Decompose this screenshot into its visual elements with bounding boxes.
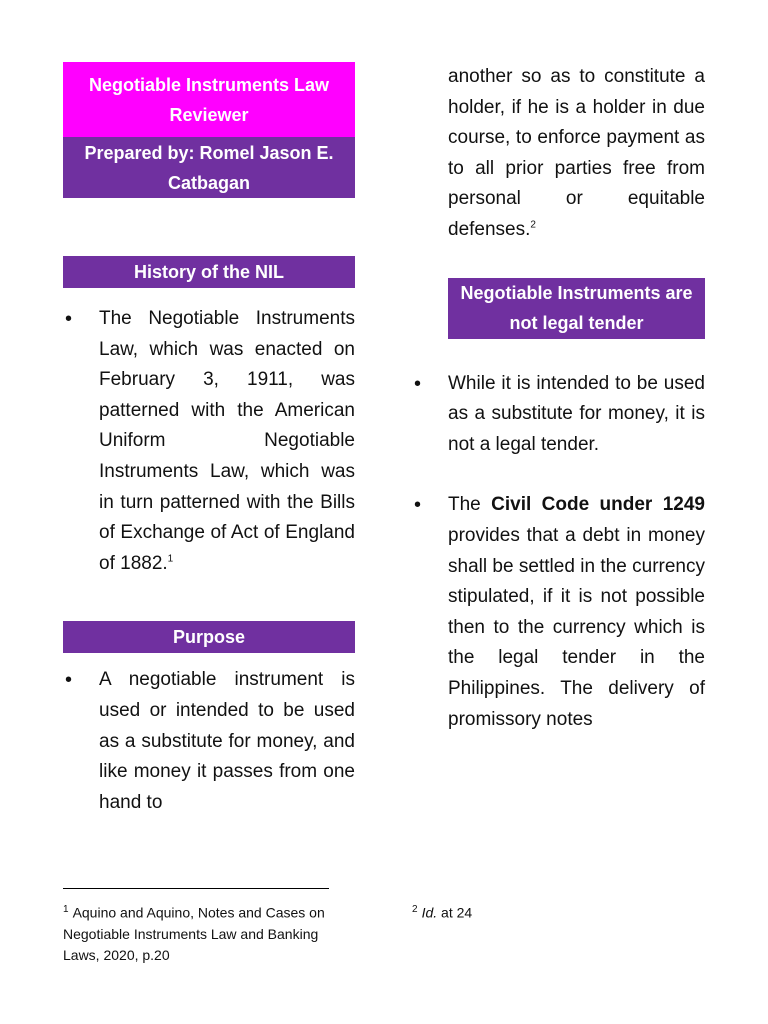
- footnote-separator: [63, 888, 329, 889]
- history-bullet: • The Negotiable Instruments Law, which was enacted on February 3, 1911, was patterned with the American Uniform Negotiable Instruments Law, which was in turn patterned with the Bills of Exchange of Act of England of 1882.$^1$: [63, 304, 355, 579]
- footnote-ref-1: 1: [167, 553, 174, 565]
- civil-code-reference: Civil Code under 1249: [491, 494, 705, 516]
- footnote-ref-2: 2: [530, 219, 536, 231]
- history-heading: History of the NIL: [63, 256, 355, 288]
- purpose-bullet: • A negotiable instrument is used or intended to be used as a substitute for money, and like money it passes from one hand to: [63, 665, 355, 818]
- legal-tender-bullet-1: • While it is intended to be used as a substitute for money, it is not a legal tender.: [412, 369, 705, 461]
- right-column: [412, 62, 705, 735]
- left-column: [63, 62, 355, 818]
- continuation-text: another so as to constitute a holder, if he is a holder in due course, to enforce payment as to all prior parties free from personal or equitable defenses.$^2$: [448, 66, 705, 240]
- footnote-1: $^1$ Aquino and Aquino, Notes and Cases on Negotiable Instruments Law and Banking Laws, 2020, p.20: [63, 904, 325, 963]
- footnote-2: $^2$ Id. at 24: [412, 904, 473, 921]
- document-title: Negotiable Instruments Law Reviewer: [63, 62, 355, 137]
- author-banner: Prepared by: Romel Jason E. Catbagan: [63, 137, 355, 198]
- legal-tender-heading: Negotiable Instruments are not legal tender: [448, 278, 705, 339]
- purpose-heading: Purpose: [63, 621, 355, 653]
- legal-tender-bullet-2: • The Civil Code under 1249 provides that a debt in money shall be settled in the currency stipulated, if it is not possible then to the currency which is the legal tender in the Philippines. The delivery of promissory notes: [412, 490, 705, 735]
